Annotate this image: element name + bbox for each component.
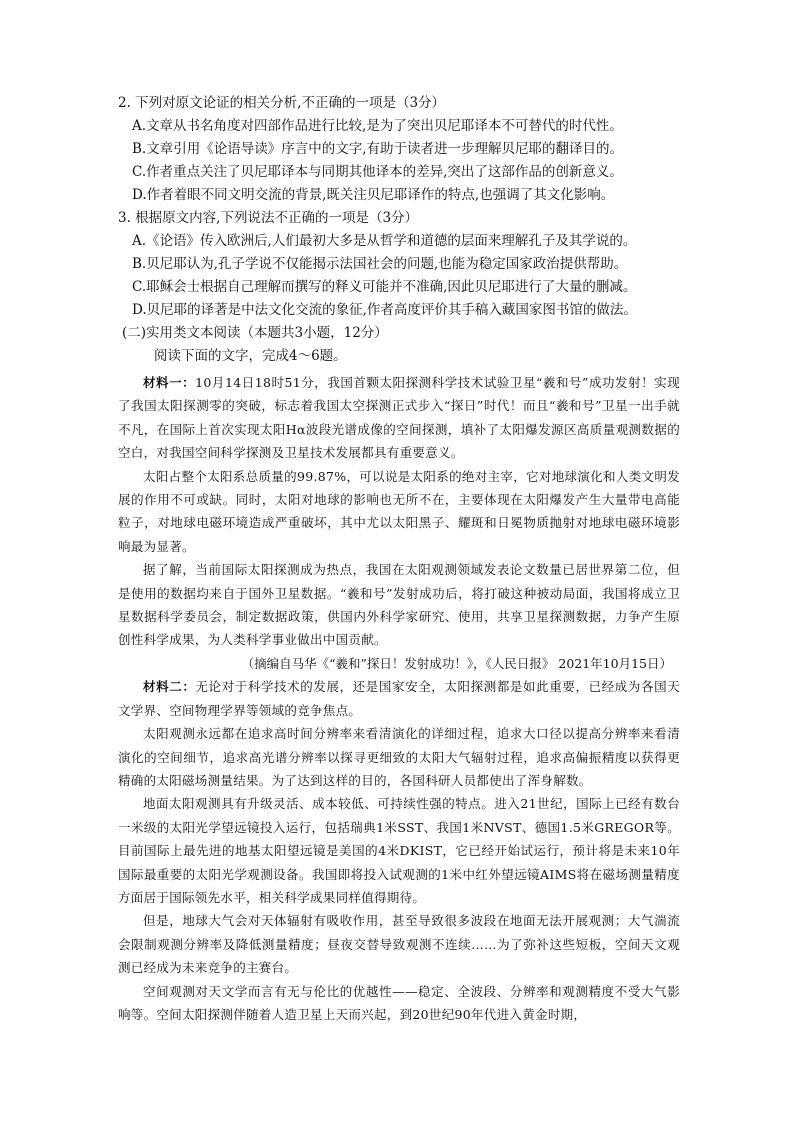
material-2-paragraph-5: 空间观测对天文学而言有无与伦比的优越性——稳定、全波段、分辨率和观测精度不受大气影响等。空间太阳探测伴随着人造卫星上天而兴起，到20世纪90年代进入黄金时期， [118,983,680,1022]
material-1-paragraph-1 [118,371,680,465]
material-2-label: 材料二： [143,679,196,695]
question-3-option-a: A.《论语》传入欧洲后,人们最初大多是从哲学和道德的层面来理解孔子及其学说的。 [132,233,637,249]
material-2-paragraph-4: 但是，地球大气会对天体辐射有吸收作用，甚至导致很多波段在地面无法开展观测；大气湍流会限制观测分辨率及降低测量精度；昼夜交替导致观测不连续……为了弥补这些短板，空间天文观测已经成为未来竞争的主赛台。 [118,913,680,976]
question-2-option-b: B.文章引用《论语导读》序言中的文字,有助于读者进一步理解贝尼耶的翻译目的。 [132,141,624,157]
material-2-paragraph-2: 太阳观测永远都在追求高时间分辨率来看清演化的详细过程，追求大口径以提高分辨率来看清演化的空间细节，追求高光谱分辨率以探寻更细致的太阳大气辐射过程，追求高偏振精度以获得更精确的太阳磁场测量结果。为了达到这样的目的，各国科研人员都使出了浑身解数。 [118,726,680,788]
material-2-paragraph-1 [118,675,680,722]
question-3-option-d: D.贝尼耶的译著是中法文化交流的象征,作者高度评价其手稿入藏国家图书馆的做法。 [132,302,637,318]
material-1-paragraph-2: 太阳占整个太阳系总质量的99.87%，可以说是太阳系的绝对主宰，它对地球演化和人类文明发展的作用不可或缺。同时，太阳对地球的影响也无所不在，主要体现在太阳爆发产生大量带电高能粒子，对地球电磁环境造成严重破坏，其中尤以太阳黑子、耀斑和日冕物质抛射对地球电磁环境影响最为显著。 [118,468,680,554]
section-instruction: 阅读下面的文字，完成4～6题。 [154,348,347,364]
question-2-option-c: C.作者重点关注了贝尼耶译本与同期其他译本的差异,突出了这部作品的创新意义。 [132,164,623,180]
question-2-stem: 2. 下列对原文论证的相关分析,不正确的一项是（3分） [118,95,446,111]
question-3-option-b: B.贝尼耶认为,孔子学说不仅能揭示法国社会的问题,也能为稳定国家政治提供帮助。 [132,256,628,272]
material-1-source: （摘编自马华《“羲和”探日！发射成功！》，《人民日报》 2021年10月15日） [241,655,672,671]
material-1-p1-text: 10月14日18时51分，我国首颗太阳探测科学技术试验卫星“羲和号”成功发射！实现了我国太阳探测零的突破，标志着我国太空探测正式步入“探日”时代！而且“羲和号”卫星一出手就不凡，在国际上首次实现太阳Hα波段光谱成像的空间探测，填补了太阳爆发源区高质量观测数据的空白，对我国空间科学探测及卫星技术发展都具有重要意义。 [118,375,680,461]
material-1-label: 材料一： [143,375,196,390]
page-content [118,92,680,1026]
section-title: (二)实用类文本阅读（本题共3小题，12分） [122,325,388,341]
material-2-p1-text: 无论对于科学技术的发展，还是国家安全，太阳探测都是如此重要，已经成为各国天文学界、空间物理学界等领域的竞争焦点。 [118,679,680,718]
question-3-stem: 3. 根据原文内容,下列说法不正确的一项是（3分） [118,210,419,226]
material-2-paragraph-3: 地面太阳观测具有升级灵活、成本较低、可持续性强的特点。进入21世纪，国际上已经有数台一米级的太阳光学望远镜投入运行，包括瑞典1米SST、我国1米NVST、德国1.5米GREGOR等。目前国际上最先进的地基太阳望远镜是美国的4米DKIST，它已经开始试运行，预计将是未来10年国际最重要的太阳光学观测设备。我国即将投入试观测的1米中红外望远镜AIMS将在磁场测量精度方面居于国际领先水平，相关科学成果同样值得期待。 [118,796,680,905]
material-1-paragraph-3: 据了解，当前国际太阳探测成为热点，我国在太阳观测领域发表论文数量已居世界第二位，但是使用的数据均来自于国外卫星数据。“羲和号”发射成功后，将打破这种被动局面，我国将成立卫星数据科学委员会，制定数据政策，供国内外科学家研究、使用，共享卫星探测数据，力争产生原创性科学成果，为人类科学事业做出中国贡献。 [118,562,680,648]
question-3-option-c: C.耶稣会士根据自己理解而撰写的释义可能并不准确,因此贝尼耶进行了大量的删减。 [132,279,637,295]
question-2-option-a: A.文章从书名角度对四部作品进行比较,是为了突出贝尼耶译本不可替代的时代性。 [132,118,623,134]
question-2-option-d: D.作者着眼不同文明交流的背景,既关注贝尼耶译作的特点,也强调了其文化影响。 [132,187,615,203]
